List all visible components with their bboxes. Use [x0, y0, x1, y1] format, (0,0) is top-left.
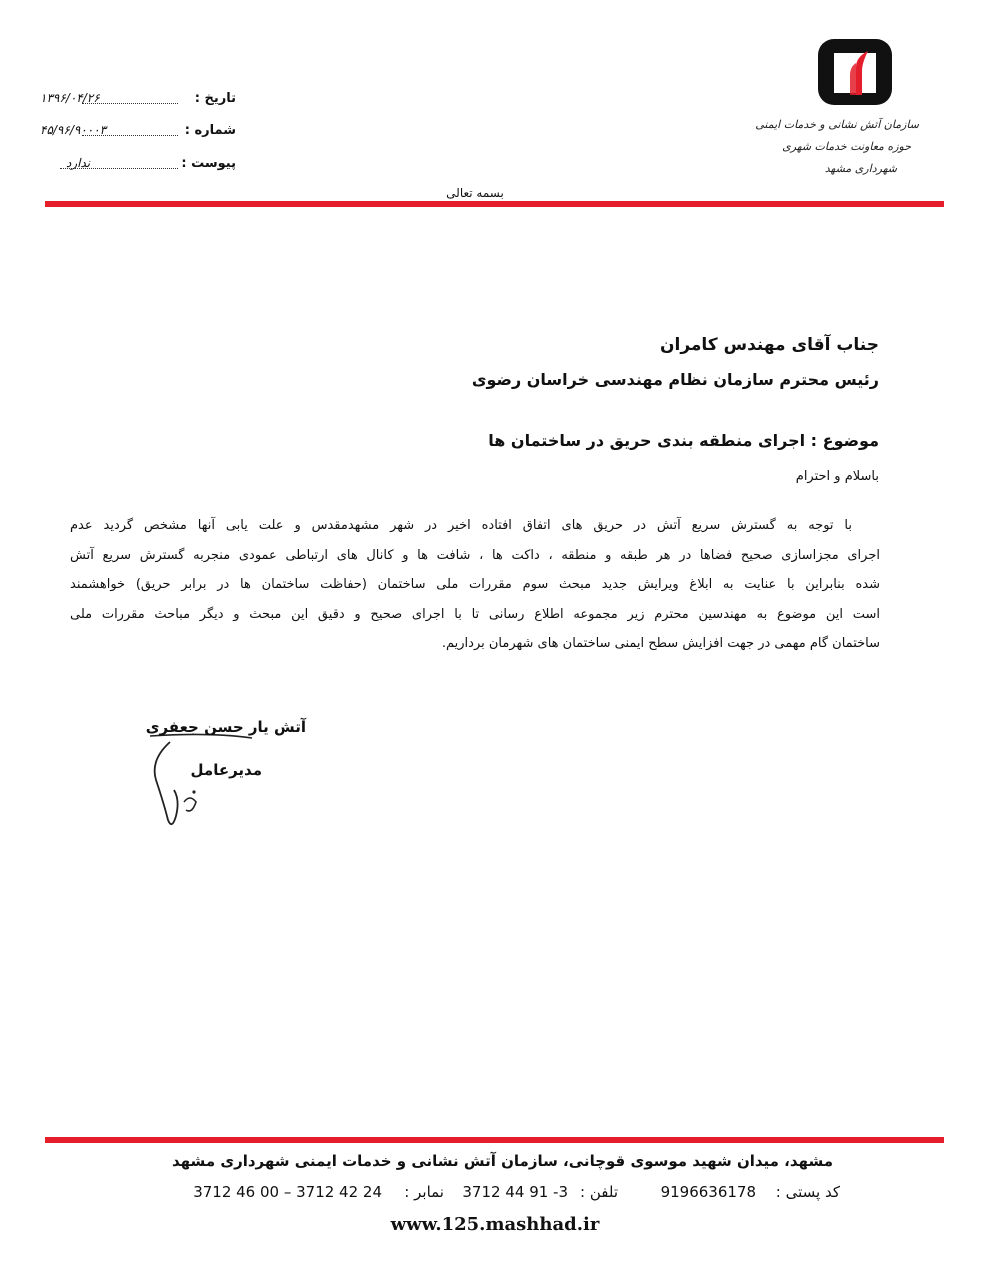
body-line-2: اجرای مجزاسازی صحیح فضاها در هر طبقه و منطقه ، داکت ها ، شافت ها و کانال های ارتباطی عمودی منجربه گسترش سریع آتش: [70, 548, 880, 563]
website-link[interactable]: www.125.mashhad.ir: [390, 1214, 600, 1235]
header-divider: [45, 201, 944, 207]
number-value: ۴۵/۹۶/۹۰۰۰۳: [40, 123, 107, 137]
phone-value: 3712 44 91 -3: [462, 1183, 568, 1201]
body-line-3: شده بنابراین با عنایت به ابلاغ ویرایش جدید مبحث سوم مقررات ملی ساختمان (حفاظت ساختمان ها در برابر حریق) خواهشمند: [70, 577, 880, 592]
date-label: تاریخ :: [194, 91, 236, 106]
attachment-value: ندارد: [66, 156, 91, 170]
fax-value: 3712 46 00 – 3712 42 24: [193, 1183, 382, 1201]
org-name-line: سازمان آتش نشانی و خدمات ایمنی: [755, 118, 919, 131]
subject-line: موضوع : اجرای منطقه بندی حریق در ساختمان ها: [488, 431, 879, 450]
greeting: باسلام و احترام: [795, 469, 879, 484]
number-label: شماره :: [184, 123, 236, 138]
postal-code-value: 9196636178: [660, 1183, 756, 1201]
recipient-title: رئیس محترم سازمان نظام مهندسی خراسان رضوی: [471, 370, 879, 389]
footer-divider: [45, 1137, 944, 1143]
org-department-line: حوزه معاونت خدمات شهری: [782, 140, 911, 153]
number-row: [40, 123, 236, 141]
fax-label: نمابر :: [404, 1183, 444, 1201]
date-value: ۱۳۹۶/۰۴/۲۶: [40, 91, 100, 105]
attachment-label: پیوست :: [181, 156, 236, 171]
signatory-title: مدیرعامل: [190, 761, 262, 779]
footer-contact-line: [150, 1183, 840, 1205]
org-municipality-line: شهرداری مشهد: [824, 162, 897, 175]
basmala: بسمه تعالی: [446, 186, 504, 200]
phone-label: تلفن :: [580, 1183, 618, 1201]
footer-address: مشهد، میدان شهید موسوی قوچانی، سازمان آتش نشانی و خدمات ایمنی شهرداری مشهد: [171, 1152, 833, 1170]
body-line-5: ساختمان گام مهمی در جهت افزایش سطح ایمنی ساختمان های شهرمان برداریم.: [441, 636, 880, 651]
signatory-name: آتش یار حسن جعفری: [145, 718, 306, 736]
body-line-4: است این موضوع به مهندسین محترم زیر مجموعه اطلاع رسانی تا با اجرای صحیح و دقیق این مبحث و دیگر مباحث مقررات ملی: [70, 607, 880, 622]
body-line-1: با توجه به گسترش سریع آتش در حریق های اتفاق افتاده اخیر در شهر مشهدمقدس و علت یابی آنها مشخص گردید عدم: [70, 518, 852, 533]
attachment-row: [40, 156, 236, 174]
fire-department-logo-icon: [816, 37, 894, 107]
recipient-name: جناب آقای مهندس کامران: [659, 335, 879, 355]
postal-code-label: کد پستی :: [775, 1183, 840, 1201]
date-row: [40, 91, 236, 109]
